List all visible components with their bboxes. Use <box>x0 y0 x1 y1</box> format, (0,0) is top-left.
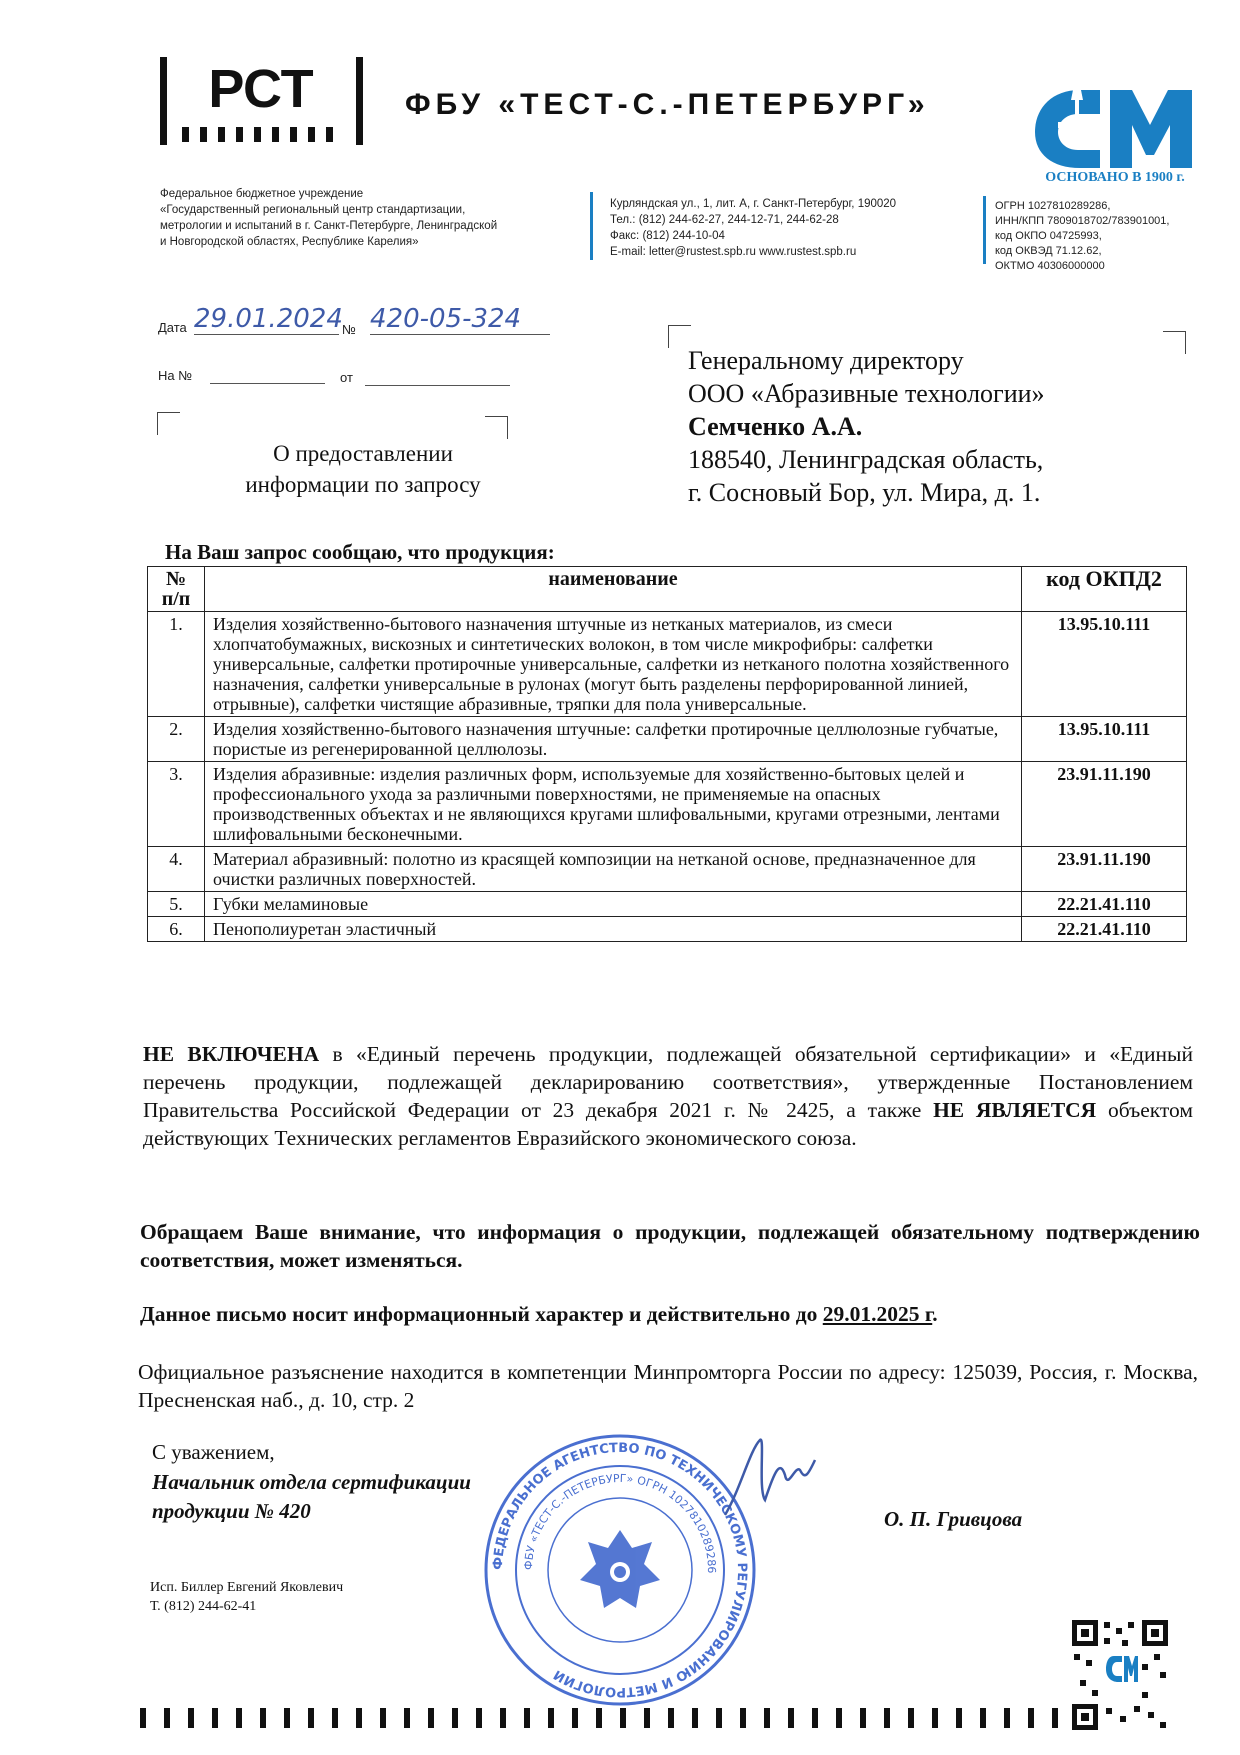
table-row <box>148 612 1187 717</box>
signer-title-line: продукции № 420 <box>152 1499 311 1523</box>
notice-text: объектом действующих Технических регламентов Евразийского экономического союза. <box>143 1098 1193 1150</box>
intro-text: На Ваш запрос сообщаю, что продукция: <box>165 540 555 564</box>
official-paragraph: Официальное разъяснение находится в компетенции Минпромторга России по адресу: 125039, Россия, г. Москва, Пресненская наб., д. 10, стр. 2 <box>138 1360 1198 1412</box>
header-divider <box>590 192 593 260</box>
row-num: 1. <box>148 612 205 717</box>
row-name: Изделия хозяйственно-бытового назначения штучные из нетканых материалов, из смеси хлопчатобумажных, вискозных и синтетических волокон, в том числе микрофибры: салфетки универсальные, салфетки протирочные универсальные, салфетки из нетканого полотна хозяйственного назначения, салфетки универсальные в рулонах (могут быть разделены перфорированной линией, отрывные), салфетки чистящие абразивные, тряпки для пола универсальные. <box>205 612 1022 717</box>
founded-label: ОСНОВАНО В 1900 г. <box>1045 170 1185 185</box>
contact-address: Курляндская ул., 1, лит. А, г. Санкт-Петербург, 190020 <box>610 198 897 210</box>
stamp-inner-text: ФБУ «ТЕСТ-С.-ПЕТЕРБУРГ» ОГРН 1027810289286 <box>521 1471 719 1574</box>
logo-text: РСТ <box>208 59 314 119</box>
validity-text: Данное письмо носит информационный характер и действительно до <box>140 1302 823 1326</box>
na-field <box>210 383 325 384</box>
eagle-emblem-icon <box>580 1530 660 1608</box>
na-label: На № <box>158 368 193 383</box>
validity-date: 29.01.2025 г <box>822 1302 933 1326</box>
code-line: код ОКВЭД 71.12.62, <box>995 245 1102 257</box>
stamp-ring-text: ФЕДЕРАЛЬНОЕ АГЕНТСТВО ПО ТЕХНИЧЕСКОМУ РЕГУЛИРОВАНИЮ И МЕТРОЛОГИИ <box>490 1440 750 1700</box>
row-num: 3. <box>148 762 205 847</box>
table-header-row <box>148 567 1187 612</box>
org-full-line: и Новгородской областях, Республике Карелия» <box>160 236 419 248</box>
contact-phone: Тел.: (812) 244-62-27, 244-12-71, 244-62-28 <box>610 214 839 226</box>
executor-name: Исп. Биллер Евгений Яковлевич <box>150 1580 344 1595</box>
notice-bold-not-object: НЕ ЯВЛЯЕТСЯ <box>933 1098 1097 1122</box>
table-row <box>148 717 1187 762</box>
executor-info <box>150 1578 343 1616</box>
corner-mark <box>157 412 180 435</box>
row-num: 6. <box>148 917 205 942</box>
org-codes <box>995 199 1205 274</box>
org-title: ФБУ «ТЕСТ-С.-ПЕТЕРБУРГ» <box>405 88 930 121</box>
addressee-name: Семченко А.А. <box>688 412 863 441</box>
row-name: Губки меламиновые <box>205 892 1022 917</box>
org-full-line: метрологии и испытаний в г. Санкт-Петербурге, Ленинградской <box>160 220 498 232</box>
header-divider <box>983 196 986 264</box>
org-contacts <box>610 196 980 260</box>
table-row <box>148 847 1187 892</box>
sm-logo <box>1030 70 1200 175</box>
code-line: ИНН/КПП 7809018702/783901001, <box>995 215 1170 227</box>
col-header-name: наименование <box>205 567 1022 612</box>
row-name: Изделия хозяйственно-бытового назначения штучные: салфетки протирочные целлюлозные губчатые, пористые из регенерированной целлюлозы. <box>205 717 1022 762</box>
validity-end: . <box>932 1302 938 1326</box>
date-label: Дата <box>158 320 187 335</box>
addressee <box>688 344 1188 509</box>
col-header-num: № п/п <box>148 567 205 612</box>
row-name: Пенополиуретан эластичный <box>205 917 1022 942</box>
org-full-name <box>160 186 580 250</box>
letter-subject <box>213 438 513 500</box>
table-row <box>148 892 1187 917</box>
org-full-line: Федеральное бюджетное учреждение <box>160 188 364 200</box>
code-line: ОГРН 1027810289286, <box>995 200 1111 212</box>
contact-email: E-mail: letter@rustest.spb.ru www.rustest.spb.ru <box>610 246 857 258</box>
subject-line: информации по запросу <box>245 472 481 497</box>
row-code: 22.21.41.110 <box>1022 892 1187 917</box>
row-num: 5. <box>148 892 205 917</box>
date-value: 29.01.2024 <box>194 304 343 334</box>
row-num: 2. <box>148 717 205 762</box>
addressee-position: Генеральному директору <box>688 346 964 375</box>
executor-phone: Т. (812) 244-62-41 <box>150 1599 257 1614</box>
signer-name: О. П. Гривцова <box>884 1507 1023 1531</box>
notice-bold-not-included: НЕ ВКЛЮЧЕНА <box>143 1042 320 1066</box>
regards: С уважением, <box>152 1440 275 1464</box>
notice-paragraph <box>143 1040 1193 1152</box>
col-header-code: код ОКПД2 <box>1022 567 1187 612</box>
attention-paragraph: Обращаем Ваше внимание, что информация о продукции, подлежащей обязательному подтверждению соответствия, может изменяться. <box>140 1220 1200 1272</box>
addressee-address: г. Сосновый Бор, ул. Мира, д. 1. <box>688 478 1041 507</box>
row-code: 22.21.41.110 <box>1022 917 1187 942</box>
ot-label: от <box>340 370 353 385</box>
ot-field <box>365 385 510 386</box>
code-line: код ОКПО 04725993, <box>995 230 1102 242</box>
corner-mark <box>485 416 508 439</box>
table-row <box>148 762 1187 847</box>
page-marks <box>140 1704 1070 1730</box>
number-label: № <box>342 322 356 337</box>
row-num: 4. <box>148 847 205 892</box>
row-code: 23.91.11.190 <box>1022 847 1187 892</box>
rst-logo <box>160 55 365 150</box>
row-name: Материал абразивный: полотно из красящей композиции на нетканой основе, предназначенное для очистки различных поверхностей. <box>205 847 1022 892</box>
number-value: 420-05-324 <box>370 304 550 335</box>
row-code: 23.91.11.190 <box>1022 762 1187 847</box>
row-code: 13.95.10.111 <box>1022 612 1187 717</box>
signature <box>720 1430 820 1520</box>
code-line: ОКТМО 40306000000 <box>995 260 1105 272</box>
table-row <box>148 917 1187 942</box>
row-code: 13.95.10.111 <box>1022 717 1187 762</box>
subject-line: О предоставлении <box>273 441 453 466</box>
official-stamp <box>480 1430 760 1710</box>
qr-code-icon <box>1072 1620 1168 1730</box>
notice-text: в «Единый перечень продукции, подлежащей обязательной сертификации» и «Единый перечень продукции, подлежащей декларированию соответствия», утвержденные Постановлением Правительства Российской Федерации от 23 декабря 2021 г. № 2425, а также <box>143 1042 1193 1122</box>
validity-paragraph <box>140 1300 1200 1328</box>
signer-title-line: Начальник отдела сертификации <box>152 1470 471 1494</box>
org-full-line: «Государственный региональный центр стандартизации, <box>160 204 466 216</box>
row-name: Изделия абразивные: изделия различных форм, используемые для хозяйственно-бытовых целей и профессионального ухода за различными поверхностями, не применяемые на опасных производственных объектах и не являющихся кругами шлифовальными, кругами отрезными, лентами шлифовальными бесконечными. <box>205 762 1022 847</box>
addressee-company: ООО «Абразивные технологии» <box>688 379 1045 408</box>
addressee-address: 188540, Ленинградская область, <box>688 445 1044 474</box>
contact-fax: Факс: (812) 244-10-04 <box>610 230 725 242</box>
products-table <box>147 566 1187 942</box>
signer-title <box>152 1468 471 1526</box>
